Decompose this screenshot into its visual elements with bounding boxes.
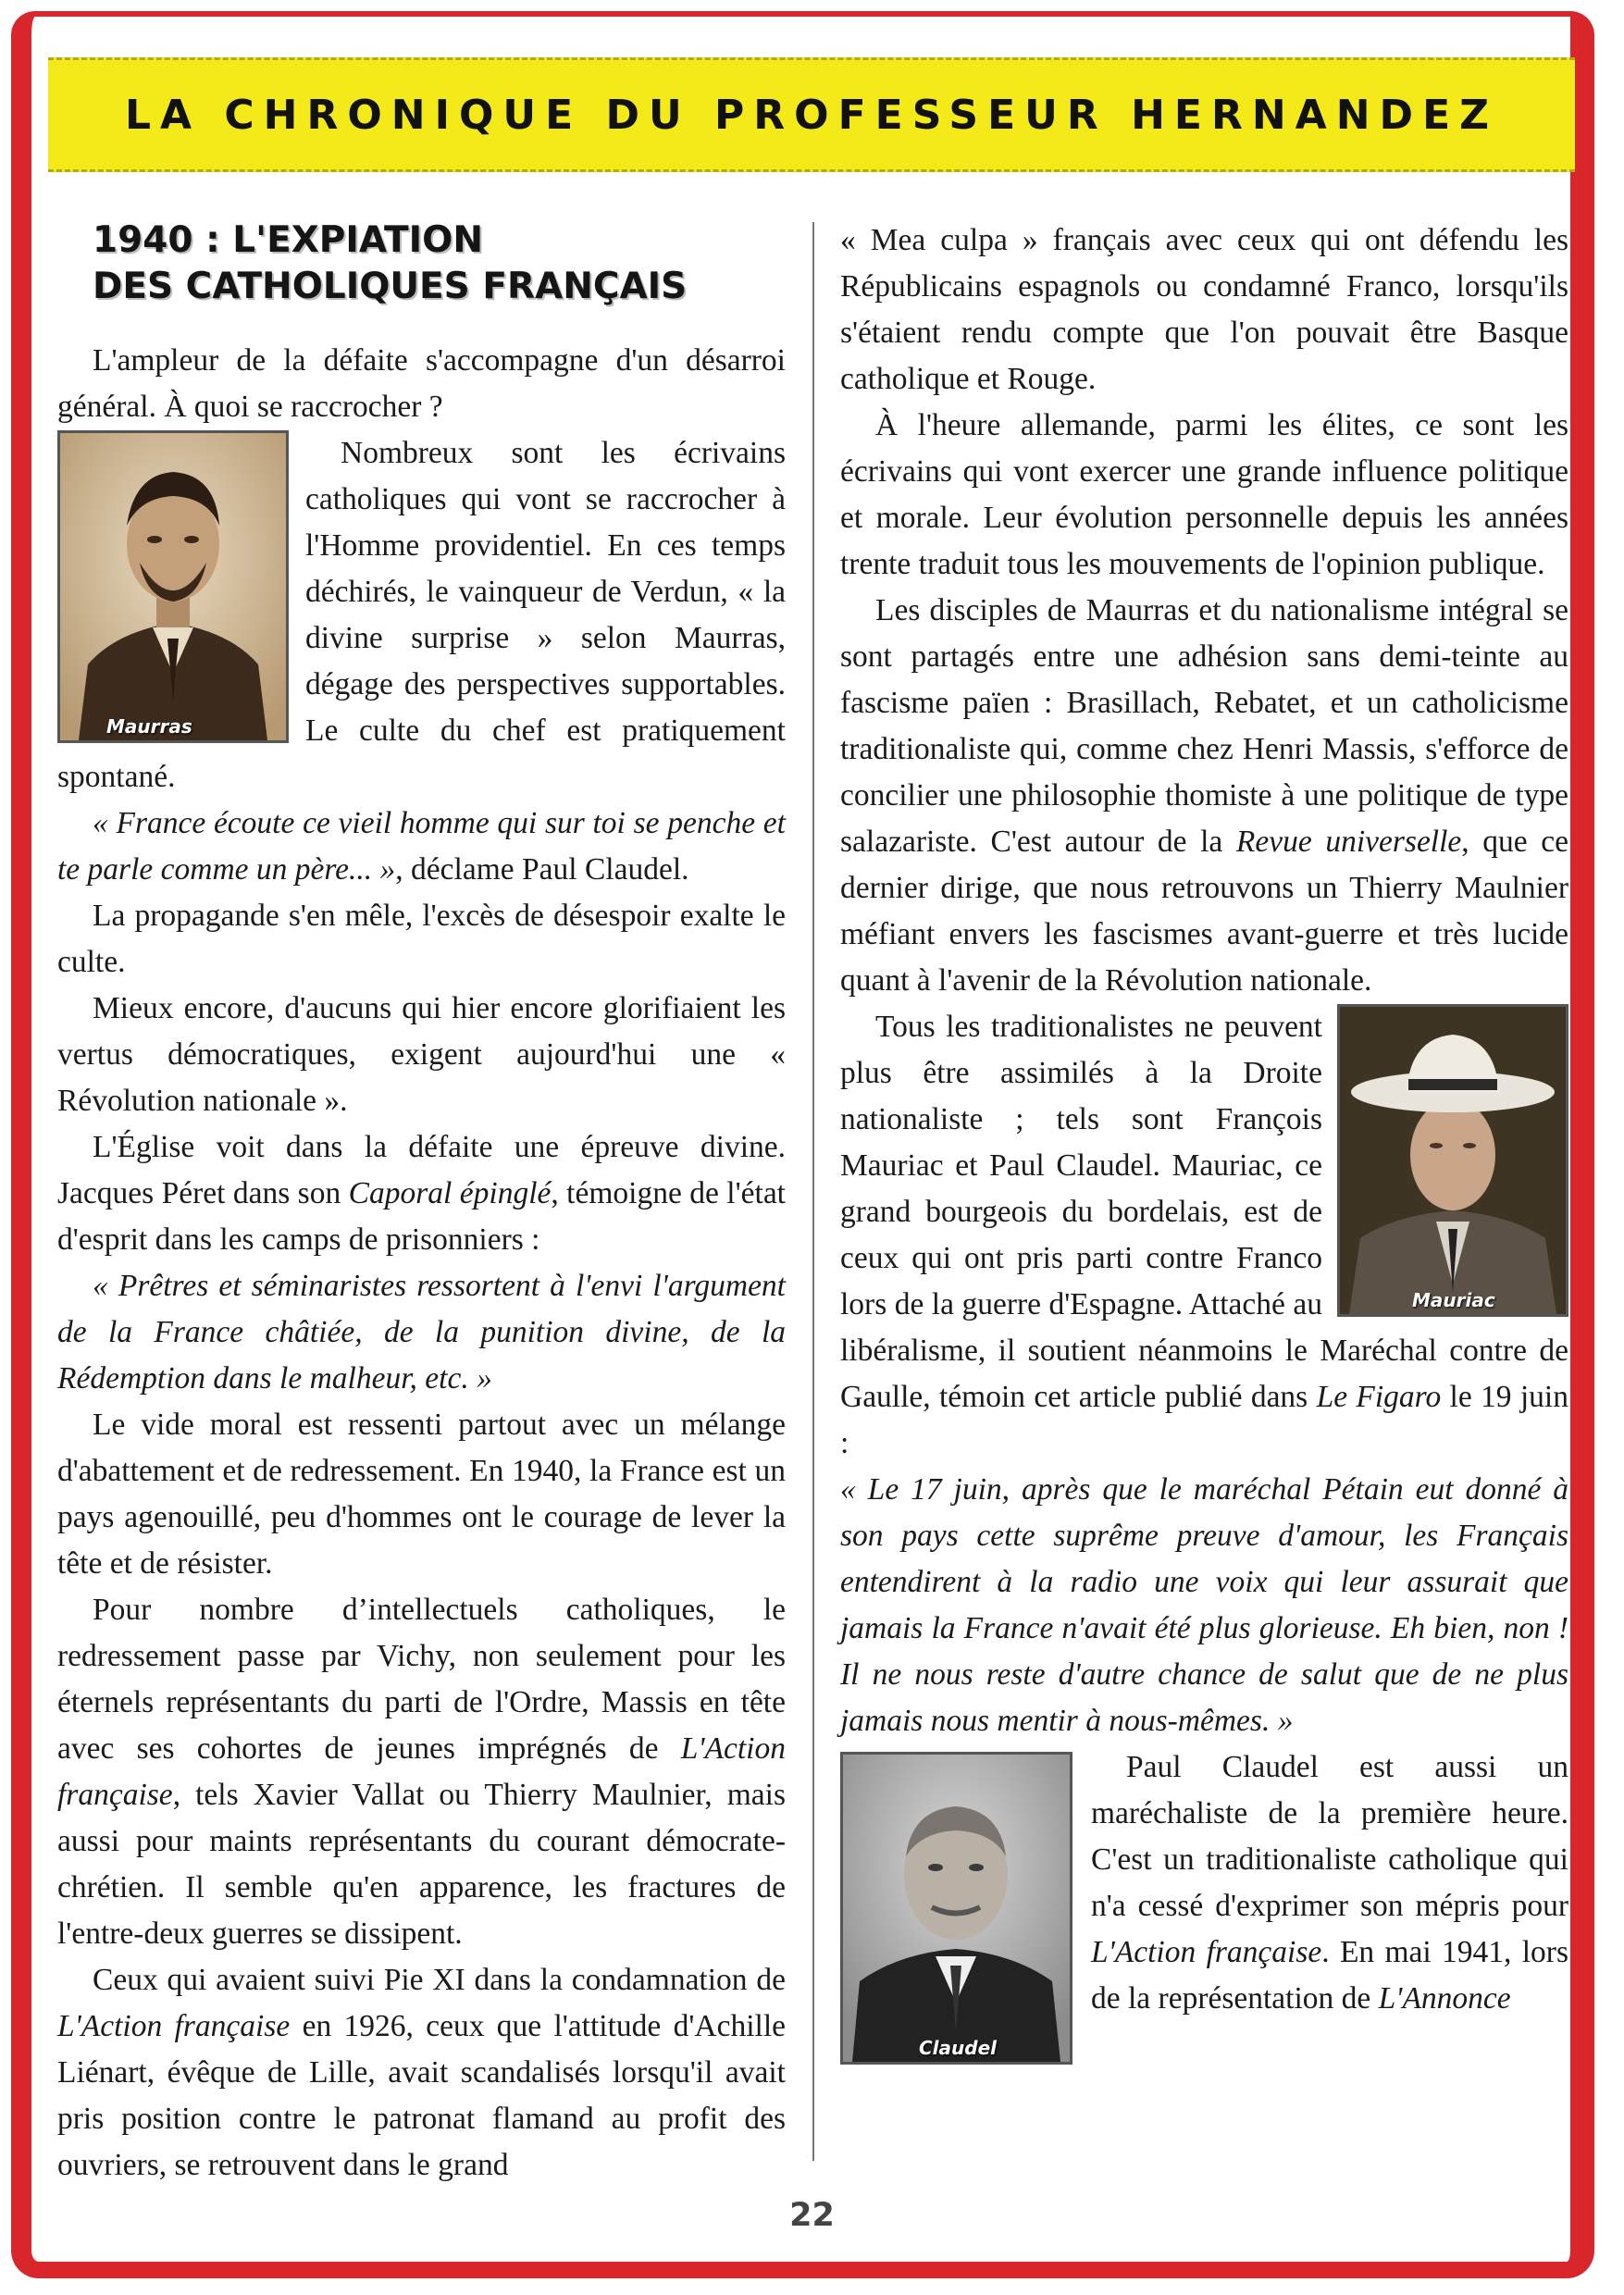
paragraph-text: Les disciples de Maurras et du nationalisme intégral se sont partagés entre une adhésion sans demi-teinte au fascisme païen : Brasillach, Rebatet, et un catholicisme traditionaliste qui, comme chez Henri Massis, s'efforce de concilier une philosophie thomiste à une politique de type salazariste. C'est autour de la bbox=[840, 593, 1568, 859]
paragraph bbox=[57, 430, 786, 800]
paragraph bbox=[57, 1124, 786, 1263]
paragraph: Le vide moral est ressenti partout avec un mélange d'abattement et de redressement. En 1940, la France est un pays agenouillé, peu d'hommes ont le courage de lever la tête et de résister. bbox=[57, 1408, 786, 1581]
work-title: Caporal épinglé bbox=[348, 1176, 552, 1210]
photo-caption: Mauriac bbox=[1412, 1289, 1495, 1311]
photo-caption: Maurras bbox=[106, 715, 192, 738]
header-banner bbox=[48, 57, 1575, 172]
quote: « France écoute ce vieil homme qui sur toi se penche et te parle comme un père... » bbox=[57, 806, 786, 887]
column-divider bbox=[812, 222, 814, 2161]
portrait-mauriac-image bbox=[1340, 1007, 1566, 1314]
paragraph: « Mea culpa » français avec ceux qui ont défendu les Républicains espagnols ou condamné Franco, lorsqu'ils s'étaient rendu compte que l'on pouvait être Basque catholique et Rouge. bbox=[840, 223, 1568, 396]
portrait-claudel-image bbox=[843, 1755, 1070, 2062]
work-title: L'Action française bbox=[1091, 1935, 1322, 1969]
header-title: LA CHRONIQUE DU PROFESSEUR HERNANDEZ bbox=[124, 91, 1499, 139]
paragraph-text: Paul Claudel est aussi un maréchaliste de la première heure. C'est un traditionaliste catholique qui n'a cessé d'exprimer son mépris pour bbox=[1091, 1750, 1568, 1923]
paragraph-text: , que ce dernier dirige, que nous retrouvons un Thierry Maulnier méfiant envers les fascismes avant-guerre et très lucide quant à l'avenir de la Révolution nationale. bbox=[840, 825, 1568, 998]
work-title: L'Annonce bbox=[1378, 1981, 1511, 2016]
paragraph bbox=[57, 1587, 786, 1957]
paragraph-text: , déclame Paul Claudel. bbox=[395, 852, 689, 887]
paragraph-text: Ceux qui avaient suivi Pie XI dans la condamnation de bbox=[93, 1963, 786, 1997]
paragraph-text: Tous les traditionalistes ne peuvent plus être assimilés à la Droite nationaliste ; tels sont François Mauriac et Paul Claudel. Mauriac, ce grand bourgeois du bordelais, est de ceux qui ont pris parti contre Franco lors de la guerre d'Espagne. Attaché au libéralisme, il soutient néanmoins le Maréchal contre de Gaulle, témoin cet article publié dans bbox=[840, 1010, 1568, 1414]
quote: « Le 17 juin, après que le maréchal Pétain eut donné à son pays cette suprême preuve d'amour, les Français entendirent à la radio une voix qui leur assurait que jamais la France n'avait été plus glorieuse. Eh bien, non ! Il ne nous reste d'autre chance de salut que de ne plus jamais nous mentir à nous-mêmes. » bbox=[840, 1472, 1568, 1738]
paragraph: L'ampleur de la défaite s'accompagne d'un désarroi général. À quoi se raccrocher ? bbox=[57, 343, 786, 424]
article-title-line2: DES CATHOLIQUES FRANÇAIS bbox=[93, 266, 688, 307]
paragraph-text: . En mai 1941, lors de la représentation de bbox=[1091, 1935, 1568, 2016]
paragraph bbox=[840, 1744, 1568, 2059]
paragraph-text: en 1926, ceux que l'attitude d'Achille Liénart, évêque de Lille, avait scandalisés lorsqu'il avait pris position contre le patronat flamand au profit des ouvriers, se retrouvent dans le grand bbox=[57, 2009, 786, 2182]
paragraph-text: Nombreux sont les écrivains catholiques qui vont se raccrocher à l'Homme providentiel. En ces temps déchirés, le vainqueur de Verdun, « la divine surprise » selon Maurras, dégage des perspectives supportables. Le culte du chef est pratiquement spontané. bbox=[57, 436, 786, 794]
article-title-line1: 1940 : L'EXPIATION bbox=[93, 219, 483, 261]
right-column bbox=[840, 217, 1568, 2065]
left-column bbox=[57, 217, 786, 2189]
quote: « Prêtres et séminaristes ressortent à l'envi l'argument de la France châtiée, de la punition divine, de la Rédemption dans le malheur, etc. » bbox=[57, 1269, 786, 1396]
paragraph-text: , tels Xavier Vallat ou Thierry Maulnier, mais aussi pour maints représentants du courant démocrate-chrétien. Il semble qu'en apparence, les fractures de l'entre-deux guerres se dissipent. bbox=[57, 1778, 786, 1951]
mauriac-photo bbox=[1337, 1004, 1568, 1317]
work-title: L'Action française bbox=[57, 1731, 786, 1812]
work-title: Le Figaro bbox=[1316, 1380, 1442, 1414]
paragraph: La propagande s'en mêle, l'excès de désespoir exalte le culte. bbox=[57, 899, 786, 979]
photo-caption: Claudel bbox=[919, 2037, 998, 2059]
paragraph bbox=[840, 1004, 1568, 1467]
paragraph-text: L'Église voit dans la défaite une épreuve divine. Jacques Péret dans son bbox=[57, 1130, 786, 1210]
page-number: 22 bbox=[789, 2197, 835, 2234]
paragraph bbox=[840, 588, 1568, 1004]
work-title: L'Action française bbox=[57, 2009, 291, 2043]
paragraph bbox=[57, 800, 786, 893]
paragraph-text: , témoigne de l'état d'esprit dans les camps de prisonniers : bbox=[57, 1176, 786, 1257]
maurras-photo bbox=[57, 430, 289, 743]
portrait-maurras-image bbox=[60, 433, 286, 740]
paragraph: Mieux encore, d'aucuns qui hier encore glorifiaient les vertus démocratiques, exigent aujourd'hui une « Révolution nationale ». bbox=[57, 991, 786, 1118]
paragraph-text: Pour nombre d’intellectuels catholiques, le redressement passe par Vichy, non seulement pour les éternels représentants du parti de l'Ordre, Massis en tête avec ses cohortes de jeunes imprégnés de bbox=[57, 1593, 786, 1766]
claudel-photo bbox=[840, 1752, 1072, 2065]
paragraph: À l'heure allemande, parmi les élites, ce sont les écrivains qui vont exercer une grande influence politique et morale. Leur évolution personnelle depuis les années trente traduit tous les mouvements de l'opinion publique. bbox=[840, 408, 1568, 581]
article-title bbox=[93, 217, 786, 310]
work-title: Revue universelle bbox=[1235, 825, 1462, 859]
paragraph bbox=[57, 1957, 786, 2189]
paragraph-text: le 19 juin : bbox=[840, 1380, 1568, 1460]
